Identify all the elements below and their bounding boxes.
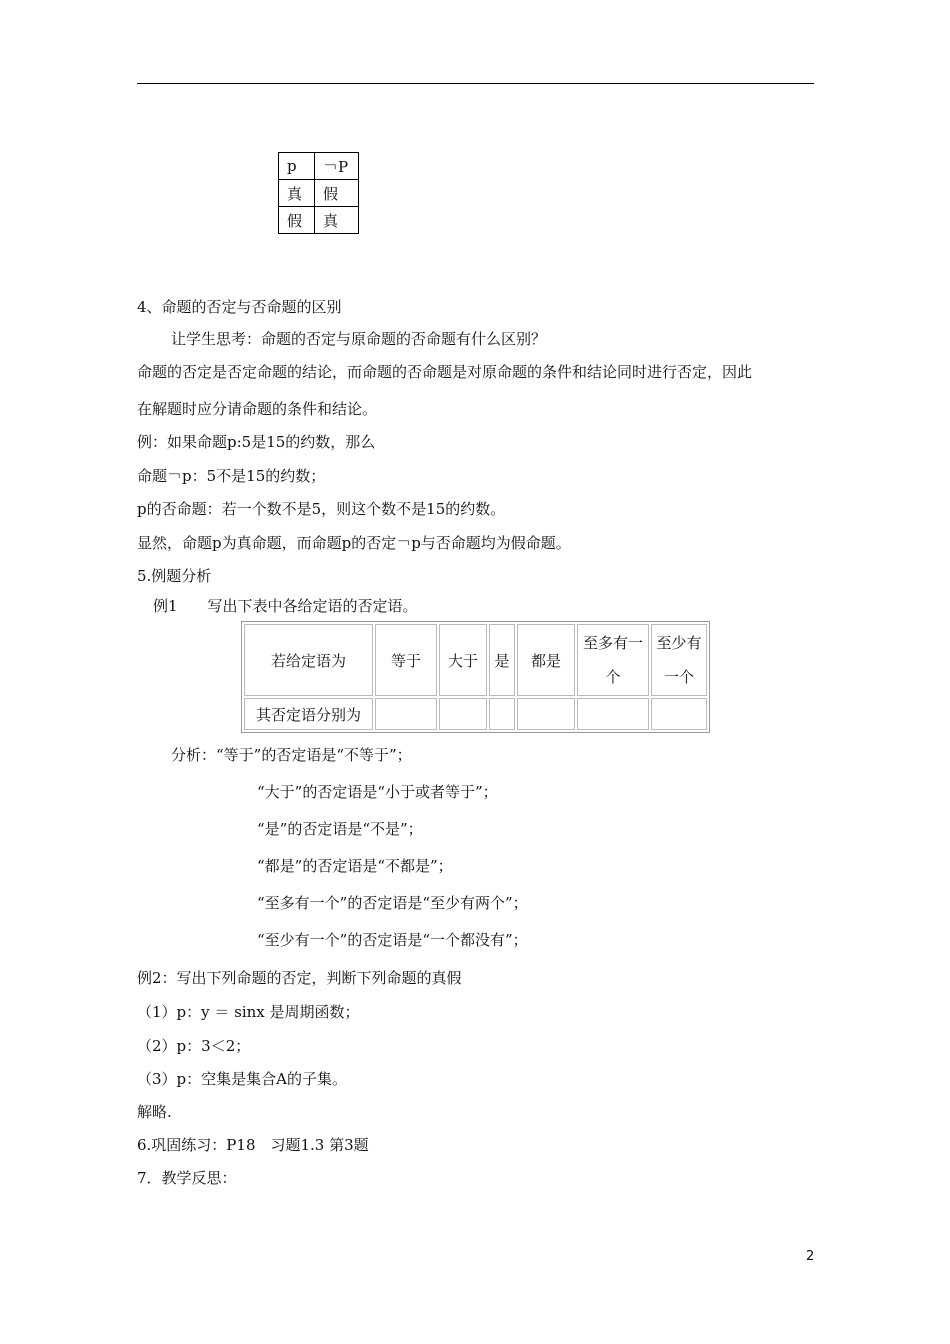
solution-text: 解略. <box>137 1103 172 1121</box>
table-cell: 都是 <box>517 624 575 696</box>
determiner-table <box>241 621 710 733</box>
paragraph: 显然，命题p为真命题，而命题p的否定￢p与否命题均为假命题。 <box>137 534 571 552</box>
list-item: （1）p：y ＝ sinx 是周期函数； <box>137 1003 360 1021</box>
table-cell: 大于 <box>439 624 487 696</box>
table-cell <box>651 624 707 696</box>
paragraph: 命题的否定是否定命题的结论，而命题的否命题是对原命题的条件和结论同时进行否定，因此 <box>137 363 753 381</box>
cell-line: 至多有一 <box>582 634 643 652</box>
table-cell: 真 <box>315 207 359 234</box>
page-number: 2 <box>806 1249 815 1264</box>
paragraph: 例：如果命题p:5是15的约数，那么 <box>137 433 376 451</box>
table-row <box>244 698 707 730</box>
list-item: （3）p：空集是集合A的子集。 <box>137 1070 347 1088</box>
table-cell <box>577 624 649 696</box>
analysis-line: 分析：“等于”的否定语是“不等于”； <box>171 746 412 764</box>
table-cell: p <box>279 153 315 180</box>
table-cell: 真 <box>279 180 315 207</box>
section-heading: 5.例题分析 <box>137 567 212 585</box>
section-heading: 7．教学反思： <box>137 1169 237 1187</box>
cell-line: 个 <box>605 668 621 686</box>
table-cell: 假 <box>315 180 359 207</box>
header-rule <box>137 83 814 84</box>
analysis-line: “至少有一个”的否定语是“一个都没有”； <box>257 931 528 949</box>
paragraph: 在解题时应分请命题的条件和结论。 <box>137 400 378 418</box>
section-heading: 4、命题的否定与否命题的区别 <box>137 298 342 316</box>
paragraph: 命题￢p：5不是15的约数； <box>137 467 326 485</box>
table-cell <box>439 698 487 730</box>
analysis-line: “至多有一个”的否定语是“至少有两个”； <box>257 894 528 912</box>
table-cell: 假 <box>279 207 315 234</box>
cell-line: 一个 <box>663 668 694 686</box>
example-title: 例2：写出下列命题的否定，判断下列命题的真假 <box>137 969 462 987</box>
table-cell: ￢P <box>315 153 359 180</box>
example-title: 例1 写出下表中各给定语的否定语。 <box>153 597 418 615</box>
section-heading: 6.巩固练习：P18 习题1.3 第3题 <box>137 1136 369 1154</box>
table-cell <box>651 698 707 730</box>
analysis-line: “都是”的否定语是“不都是”； <box>257 857 453 875</box>
table-cell: 若给定语为 <box>244 624 373 696</box>
table-cell <box>489 698 515 730</box>
paragraph: 让学生思考：命题的否定与原命题的否命题有什么区别？ <box>171 330 547 348</box>
paragraph: p的否命题：若一个数不是5，则这个数不是15的约数。 <box>137 500 506 518</box>
table-row <box>279 207 359 234</box>
table-cell: 其否定语分别为 <box>244 698 373 730</box>
table-cell <box>517 698 575 730</box>
table-row <box>244 624 707 696</box>
truth-table <box>278 152 359 234</box>
analysis-line: “大于”的否定语是“小于或者等于”； <box>257 783 498 801</box>
table-cell: 等于 <box>375 624 437 696</box>
table-row <box>279 180 359 207</box>
table-row <box>279 153 359 180</box>
table-cell <box>577 698 649 730</box>
list-item: （2）p：3＜2； <box>137 1037 251 1055</box>
table-cell <box>375 698 437 730</box>
table-cell: 是 <box>489 624 515 696</box>
analysis-line: “是”的否定语是“不是”； <box>257 820 423 838</box>
cell-line: 至少有 <box>656 634 702 652</box>
